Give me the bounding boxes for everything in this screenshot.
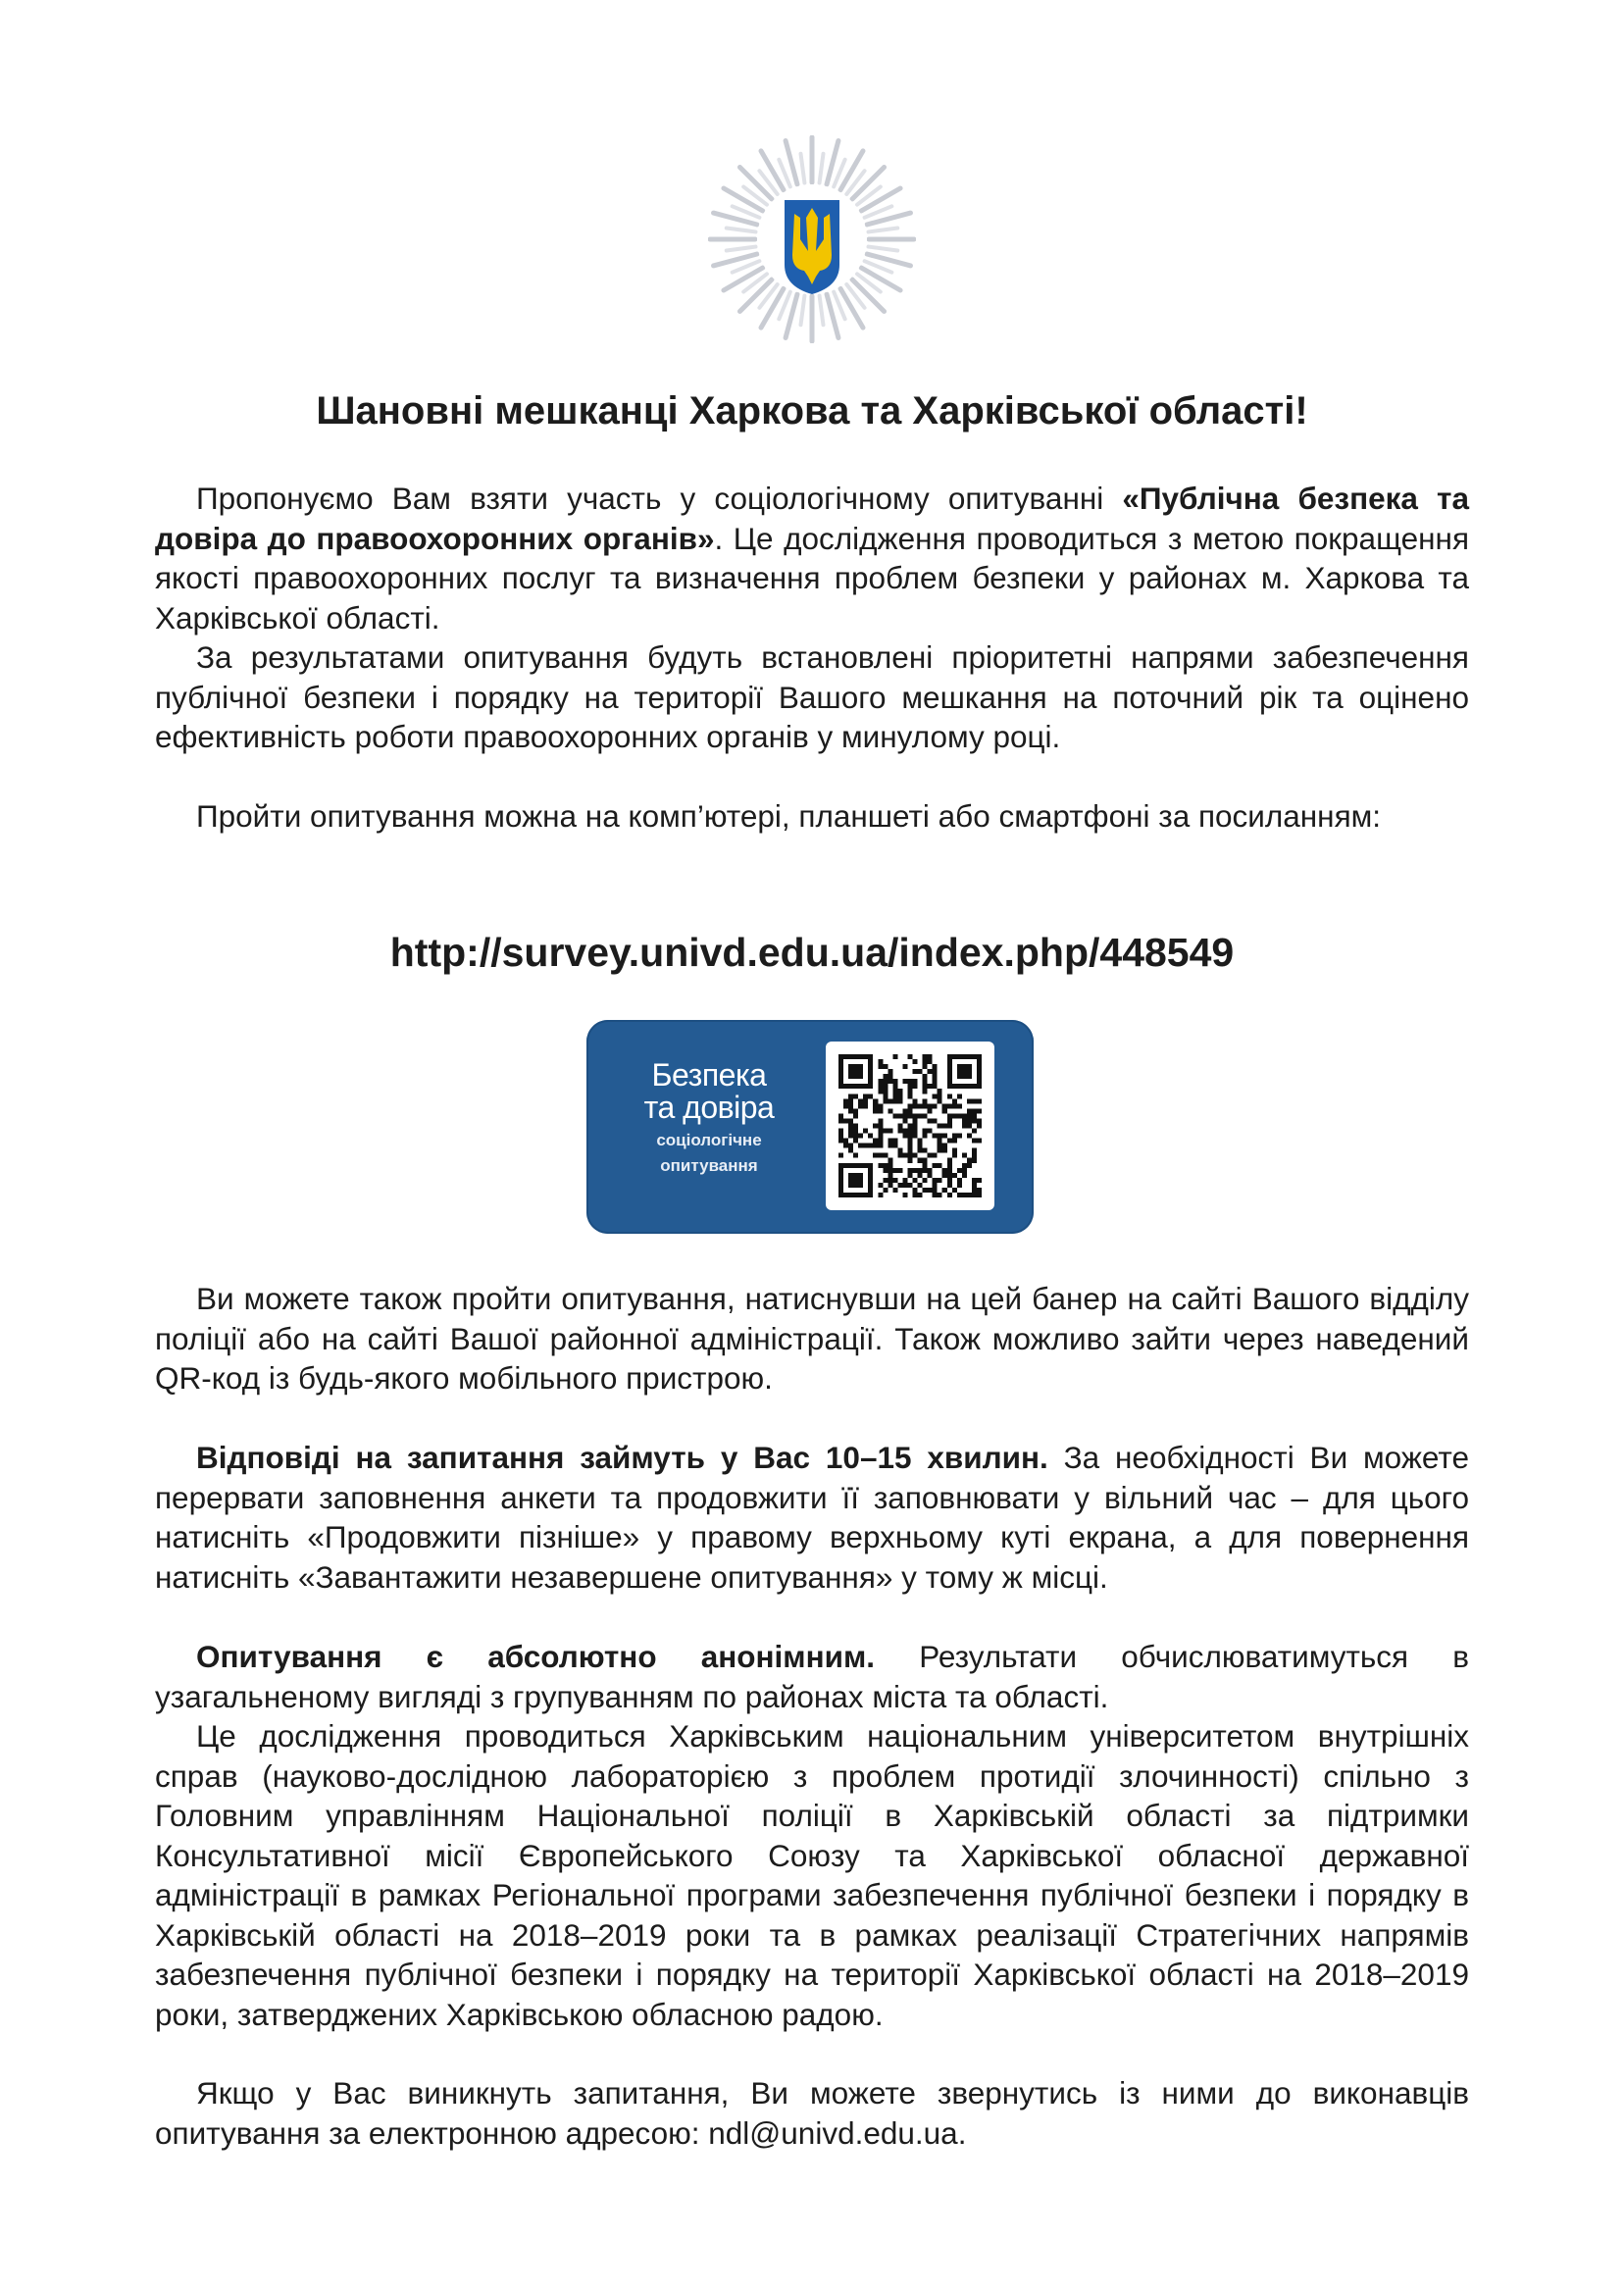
banner-title-line2: та довіра <box>643 1090 775 1125</box>
intro-paragraph-3: Пройти опитування можна на комп’ютері, планшеті або смартфоні за посиланням: <box>196 798 1382 834</box>
body-paragraph-duration: Відповіді на запитання займуть у Вас 10–15 хвилин. За необхідності Ви можете перервати заповнення анкети та продовжити її заповнювати у вільний час – для цього натисніть «Продовжити пізніше» у правому верхньому куті екрана, а для повернення натисніть «Завантажити незавершене опитування» у тому ж місці. <box>155 1440 1469 1595</box>
intro-paragraph-2: За результатами опитування будуть встановлені пріоритетні напрями забезпечення публічної безпеки і порядку на території Вашого мешкання на поточний рік та оцінено ефективність роботи правоохоронних органів у минулому році. <box>155 639 1469 754</box>
qr-code-icon[interactable] <box>826 1042 994 1210</box>
body-paragraph-anonymity: Опитування є абсолютно анонімним. Результати обчислюватимуться в узагальненому вигляді з групуванням по районах міста та області. <box>155 1639 1469 1714</box>
banner-subtitle-line2: опитування <box>660 1156 758 1175</box>
banner-title-line1: Безпека <box>651 1057 767 1093</box>
page-title: Шановні мешканці Харкова та Харківської області! <box>316 389 1308 432</box>
banner-subtitle-line1: соціологічне <box>656 1131 762 1149</box>
contact-email-link[interactable]: ndl@univd.edu.ua <box>708 2114 958 2151</box>
police-emblem-icon <box>708 135 916 343</box>
body-paragraph-organizers: Це дослідження проводиться Харківським національним університетом внутрішніх справ (науково-дослідною лабораторією з проблем протидії злочинності) спільно з Головним управлінням Національної поліції в Харківській області за підтримки Консультативної місії Європейського Союзу та Харківської обласної державної адміністрації в рамках Регіональної програми забезпечення публічної безпеки і порядку в Харківській області на 2018–2019 роки та в рамках реалізації Стратегічних напрямів забезпечення публічної безпеки і порядку на території Харківської області на 2018–2019 роки, затверджених Харківською обласною радою. <box>155 1718 1469 2032</box>
banner-text <box>626 1059 792 1179</box>
body-paragraph-banner-info: Ви можете також пройти опитування, натиснувши на цей банер на сайті Вашого відділу поліції або на сайті Вашої районної адміністрації. Також можливо зайти через наведений QR-код із будь-якого мобільного пристрою. <box>155 1281 1469 1396</box>
survey-url-link[interactable]: http://survey.univd.edu.ua/index.php/448549 <box>389 930 1235 975</box>
intro-paragraph-1: Пропонуємо Вам взяти участь у соціологічному опитуванні «Публічна безпека та довіра до правоохоронних органів». Це дослідження проводиться з метою покращення якості правоохоронних послуг та визначення проблем безпеки у районах м. Харкова та Харківської області. <box>155 481 1470 636</box>
body-paragraph-contact: Якщо у Вас виникнуть запитання, Ви можете звернутись із ними до виконавців опитування за електронною адресою: ndl@univd.edu.ua. <box>155 2075 1469 2151</box>
survey-banner[interactable] <box>586 1020 1034 1234</box>
